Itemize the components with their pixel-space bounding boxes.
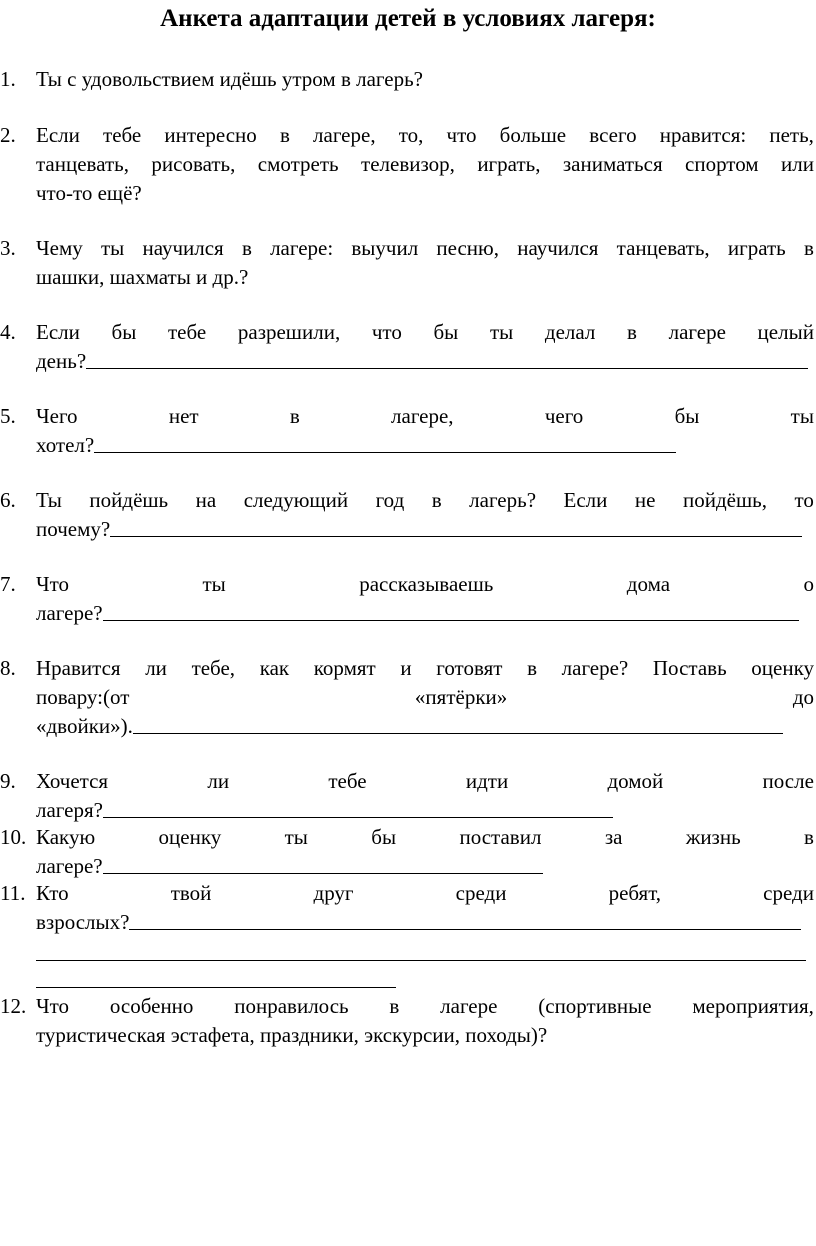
word: Что	[36, 572, 70, 596]
word: Нравится	[36, 656, 121, 680]
word: что	[446, 123, 477, 147]
word: интересно	[164, 123, 257, 147]
word: ты	[284, 825, 308, 849]
question-tail: почему?	[36, 517, 111, 541]
word: за	[604, 825, 623, 849]
word: не	[634, 488, 656, 512]
word: петь,	[769, 123, 814, 147]
word: ты	[790, 404, 814, 428]
word: танцевать,	[616, 236, 710, 260]
word: понравилось	[234, 994, 349, 1018]
question-line	[36, 486, 814, 515]
word: среди	[455, 881, 507, 905]
word: лагере?	[561, 656, 629, 680]
answer-line[interactable]	[36, 908, 814, 937]
word: бы	[111, 320, 137, 344]
word: целый	[757, 320, 814, 344]
answer-line[interactable]	[36, 796, 814, 825]
question-tail: взрослых?	[36, 910, 130, 934]
answer-line[interactable]	[36, 712, 814, 741]
question-line	[36, 683, 814, 712]
word: телевизор,	[361, 152, 455, 176]
word: выучил	[351, 236, 419, 260]
word: разрешили,	[237, 320, 341, 344]
question-tail: хотел?	[36, 433, 95, 457]
answer-line[interactable]	[36, 515, 814, 544]
question-line	[36, 767, 814, 796]
word: следующий	[243, 488, 349, 512]
question-line	[36, 121, 814, 150]
word: повару:(от	[36, 685, 130, 709]
word: в	[289, 404, 300, 428]
word: бы	[371, 825, 397, 849]
question-tail: день?	[36, 349, 87, 373]
question-line	[36, 234, 814, 263]
word: дома	[626, 572, 671, 596]
answer-blank[interactable]	[103, 816, 613, 818]
word: Чему	[36, 236, 83, 260]
question-number: 9.	[0, 769, 16, 793]
answer-line[interactable]	[36, 852, 814, 881]
word: Хочется	[36, 769, 109, 793]
word: среди	[763, 881, 814, 905]
word: в	[431, 488, 442, 512]
word: лагере:	[270, 236, 334, 260]
word: о	[803, 572, 814, 596]
word: или	[781, 152, 814, 176]
question-tail: лагеря?	[36, 798, 103, 822]
question-number: 6.	[0, 488, 16, 512]
word: друг	[313, 881, 354, 905]
word: Если	[563, 488, 608, 512]
word: лагерь?	[469, 488, 537, 512]
question-number: 4.	[0, 320, 16, 344]
word: бы	[674, 404, 700, 428]
question-tail: лагере?	[36, 854, 103, 878]
answer-blank[interactable]	[133, 732, 783, 734]
word: тебе	[167, 320, 207, 344]
question-number: 8.	[0, 656, 16, 680]
question-text: Ты с удовольствием идёшь утром в лагерь?	[36, 67, 423, 91]
page-title: Анкета адаптации детей в условиях лагеря:	[160, 5, 656, 32]
word: кормят	[313, 656, 376, 680]
word: Если	[36, 123, 80, 147]
word: смотреть	[257, 152, 339, 176]
word: мероприятия,	[692, 994, 814, 1018]
word: «пятёрки»	[414, 685, 508, 709]
word: на	[195, 488, 217, 512]
word: оценку	[751, 656, 814, 680]
word: в	[241, 236, 252, 260]
word: заниматься	[562, 152, 663, 176]
answer-blank[interactable]	[94, 451, 676, 453]
answer-line[interactable]	[36, 431, 814, 460]
word: научился	[517, 236, 599, 260]
question-tail: лагере?	[36, 601, 103, 625]
word: больше	[499, 123, 567, 147]
question-number: 5.	[0, 404, 16, 428]
word: как	[259, 656, 290, 680]
word: (спортивные	[538, 994, 652, 1018]
word: оценку	[158, 825, 222, 849]
word: год	[375, 488, 405, 512]
word: поставил	[459, 825, 542, 849]
word: чего	[544, 404, 584, 428]
word: спортом	[685, 152, 759, 176]
word: лагере,	[313, 123, 376, 147]
answer-blank[interactable]	[86, 367, 808, 369]
word: нравится:	[659, 123, 747, 147]
answer-blank[interactable]	[110, 535, 802, 537]
word: ли	[145, 656, 167, 680]
word: в	[389, 994, 400, 1018]
word: идти	[465, 769, 509, 793]
question-line	[36, 823, 814, 852]
word: Чего	[36, 404, 78, 428]
word: тебе	[328, 769, 367, 793]
question-number: 2.	[0, 123, 16, 147]
word: особенно	[109, 994, 194, 1018]
word: рассказываешь	[359, 572, 494, 596]
question-line	[36, 402, 814, 431]
word: бы	[433, 320, 459, 344]
word: ты	[100, 236, 125, 260]
word: домой	[607, 769, 664, 793]
word: Что	[36, 994, 70, 1018]
word: песню,	[436, 236, 499, 260]
question-tail: «двойки»).	[36, 714, 133, 738]
word: пойдёшь	[89, 488, 169, 512]
word: в	[627, 320, 637, 344]
word: Какую	[36, 825, 96, 849]
answer-blank[interactable]	[103, 872, 543, 874]
word: в	[279, 123, 290, 147]
word: жизнь	[685, 825, 741, 849]
question-number: 10.	[0, 825, 27, 849]
word: тебе	[103, 123, 142, 147]
word: Кто	[36, 881, 69, 905]
question-line	[36, 570, 814, 599]
word: до	[792, 685, 814, 709]
word: ты	[489, 320, 514, 344]
word: ли	[207, 769, 230, 793]
word: делал	[544, 320, 596, 344]
word: и	[400, 656, 412, 680]
answer-blank[interactable]	[129, 928, 801, 930]
question-line: что-то ещё?	[36, 181, 142, 205]
word: после	[762, 769, 814, 793]
answer-blank[interactable]	[103, 619, 799, 621]
question-number: 12.	[0, 994, 27, 1018]
word: в	[804, 825, 814, 849]
question-number: 7.	[0, 572, 16, 596]
word: в	[527, 656, 537, 680]
question-line	[36, 992, 814, 1021]
word: ребят,	[608, 881, 662, 905]
word: готовят	[436, 656, 503, 680]
word: танцевать,	[36, 152, 129, 176]
word: Если	[36, 320, 80, 344]
word: всего	[589, 123, 637, 147]
word: играть	[727, 236, 786, 260]
question-number: 3.	[0, 236, 16, 260]
word: нет	[168, 404, 199, 428]
word: что	[371, 320, 402, 344]
question-number: 1.	[0, 67, 16, 91]
question-line	[36, 150, 814, 179]
word: тебе,	[191, 656, 236, 680]
question-line	[36, 318, 814, 347]
question-line: шашки, шахматы и др.?	[36, 265, 249, 289]
word: лагере	[668, 320, 726, 344]
word: играть,	[477, 152, 541, 176]
word: то	[794, 488, 814, 512]
word: лагере	[440, 994, 498, 1018]
question-line	[36, 879, 814, 908]
word: твой	[170, 881, 212, 905]
word: лагере,	[391, 404, 454, 428]
answer-blank[interactable]	[36, 959, 806, 961]
word: то,	[398, 123, 424, 147]
answer-blank[interactable]	[36, 986, 396, 988]
word: Ты	[36, 488, 62, 512]
word: рисовать,	[151, 152, 236, 176]
question-line: туристическая эстафета, праздники, экскурсии, походы)?	[36, 1023, 548, 1047]
answer-line[interactable]	[36, 347, 814, 376]
word: пойдёшь,	[682, 488, 767, 512]
word: ты	[202, 572, 226, 596]
question-number: 11.	[0, 881, 26, 905]
answer-line[interactable]	[36, 599, 814, 628]
question-line	[36, 654, 814, 683]
word: научился	[142, 236, 224, 260]
word: в	[803, 236, 814, 260]
word: Поставь	[652, 656, 727, 680]
